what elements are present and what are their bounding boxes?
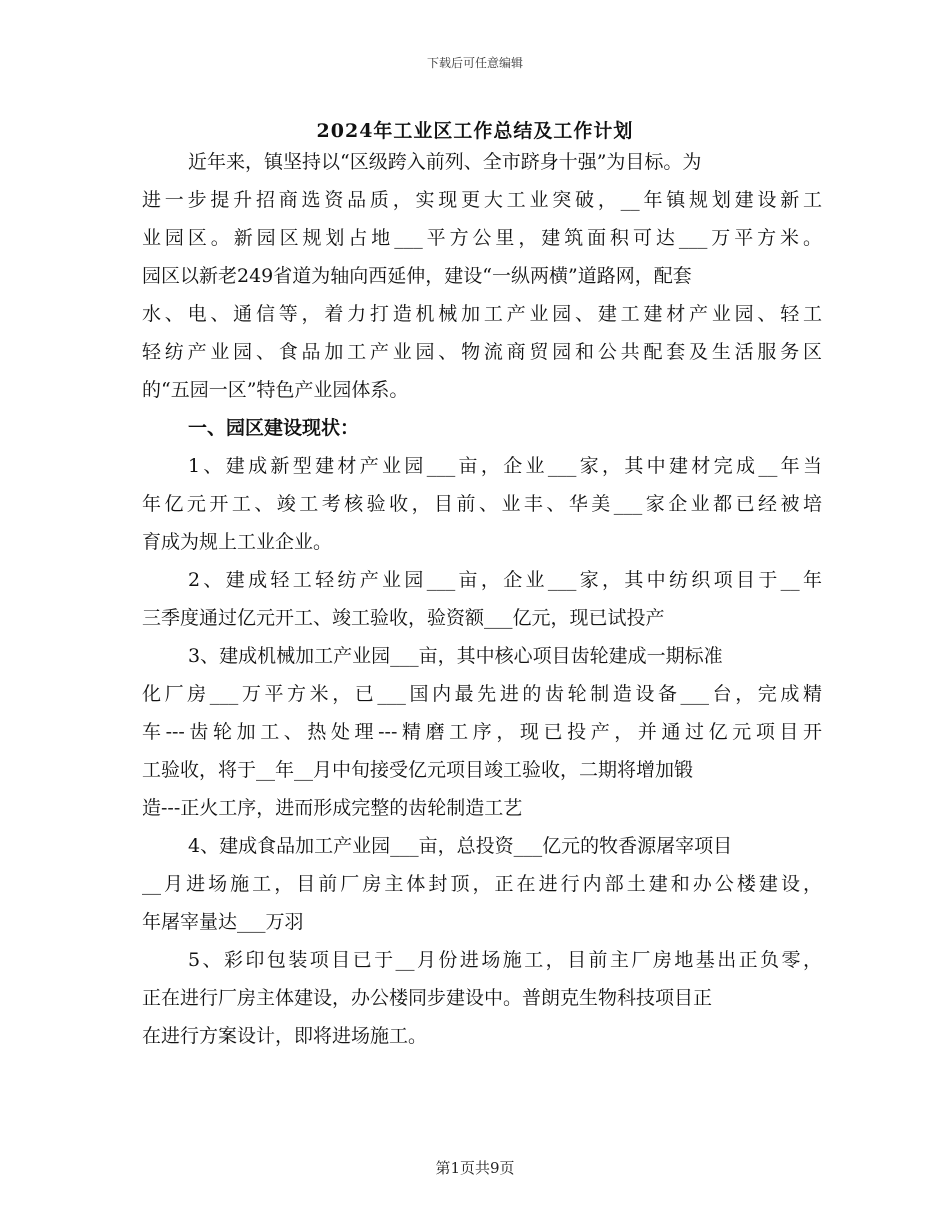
paragraph-line: 园区以新老249省道为轴向西延伸，建设“一纵两横”道路网，配套 [142,265,692,287]
paragraph-line: 的“五园一区”特色产业园体系。 [142,379,409,401]
paragraph-line: 4、建成食品加工产业园___亩，总投资___亿元的牧香源屠宰项目 [188,835,733,857]
section-heading: 一、园区建设现状： [188,417,360,439]
paragraph-line: 3、建成机械加工产业园___亩，其中核心项目齿轮建成一期标准 [188,645,723,667]
paragraph-line: 5、彩印包装项目已于__月份进场施工，目前主厂房地基出正负零， [188,949,822,971]
paragraph-line: 造---正火工序，进而形成完整的齿轮制造工艺 [142,797,523,819]
paragraph-line: 1、建成新型建材产业园___亩，企业___家，其中建材完成__年当 [188,455,822,477]
paragraph-line: 正在进行厂房主体建设，办公楼同步建设中。普朗克生物科技项目正 [142,987,713,1009]
paragraph-line: 进一步提升招商选资品质，实现更大工业突破，__年镇规划建设新工 [142,189,822,211]
paragraph-line: 车---齿轮加工、热处理---精磨工序，现已投产，并通过亿元项目开 [142,721,822,743]
paragraph-line: 水、电、通信等，着力打造机械加工产业园、建工建材产业园、轻工 [142,303,822,325]
paragraph-line: 轻纺产业园、食品加工产业园、物流商贸园和公共配套及生活服务区 [142,341,822,363]
document-title: 2024年工业区工作总结及工作计划 [316,120,634,142]
paragraph-line: __月进场施工，目前厂房主体封顶，正在进行内部土建和办公楼建设， [142,873,822,895]
paragraph-line: 育成为规上工业企业。 [142,531,333,553]
paragraph-line: 化厂房___万平方米，已___国内最先进的齿轮制造设备___台，完成精 [142,683,822,705]
header-note: 下载后可任意编辑 [426,56,523,70]
paragraph-line: 三季度通过亿元开工、竣工验收，验资额___亿元，现已试投产 [142,607,665,629]
paragraph-line: 2、建成轻工轻纺产业园___亩，企业___家，其中纺织项目于__年 [188,569,822,591]
page-footer: 第1页共9页 [435,1159,515,1177]
paragraph-line: 业园区。新园区规划占地___平方公里，建筑面积可达___万平方米。 [142,227,822,249]
paragraph-line: 年亿元开工、竣工考核验收，目前、业丰、华美___家企业都已经被培 [142,493,822,515]
paragraph-line: 工验收，将于__年__月中旬接受亿元项目竣工验收，二期将增加锻 [142,759,694,781]
paragraph-line: 年屠宰量达___万羽 [142,911,304,933]
paragraph-line: 在进行方案设计，即将进场施工。 [142,1025,428,1047]
paragraph-line: 近年来，镇坚持以“区级跨入前列、全市跻身十强”为目标。为 [188,151,702,173]
